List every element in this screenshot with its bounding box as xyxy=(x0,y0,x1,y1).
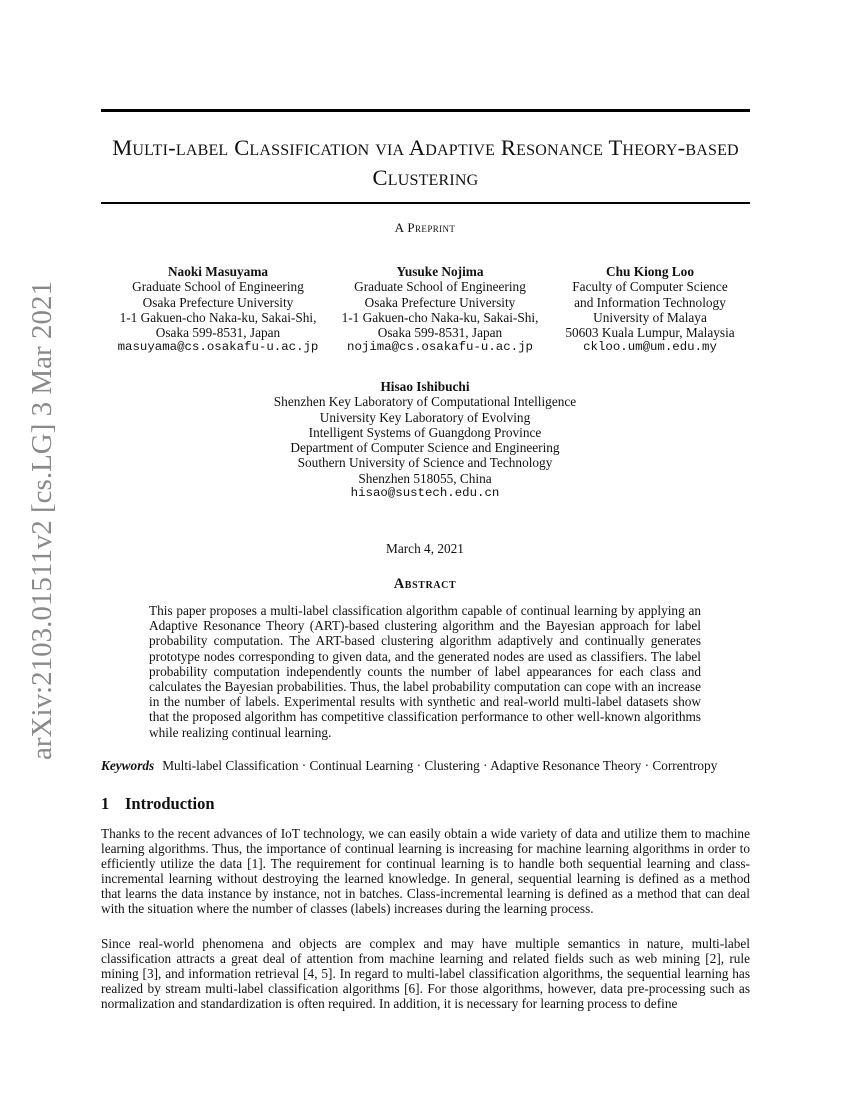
author-block xyxy=(545,264,755,356)
section-title: Introduction xyxy=(125,794,215,813)
author-affiliation-line: Faculty of Computer Science xyxy=(572,279,728,295)
preprint-label: A Preprint xyxy=(394,220,456,235)
title-top-rule xyxy=(101,109,750,112)
author-affiliation-line: University of Malaya xyxy=(593,309,707,325)
author-affiliation-line: 1-1 Gakuen-cho Naka-ku, Sakai-Shi, xyxy=(341,309,539,325)
author-affiliation-line: Graduate School of Engineering xyxy=(354,279,526,295)
author-affiliation-line: Osaka Prefecture University xyxy=(142,294,294,310)
author-email: hisao@sustech.edu.cn xyxy=(350,486,500,501)
author-affiliation-line: 1-1 Gakuen-cho Naka-ku, Sakai-Shi, xyxy=(119,309,317,325)
author-email: ckloo.um@um.edu.my xyxy=(583,340,717,355)
author-email: nojima@cs.osakafu-u.ac.jp xyxy=(347,340,533,355)
author-affiliation-line: University Key Laboratory of Evolving xyxy=(319,409,531,425)
abstract-heading: Abstract xyxy=(393,576,457,592)
author-affiliation-line: Department of Computer Science and Engineering xyxy=(290,440,560,456)
paper-title: Multi-label Classification via Adaptive Resonance Theory-based Clustering xyxy=(112,135,739,190)
author-name: Naoki Masuyama xyxy=(167,264,269,279)
author-affiliation-line: and Information Technology xyxy=(574,294,726,310)
keywords-line xyxy=(101,758,750,774)
author-affiliation-line: Intelligent Systems of Guangdong Province xyxy=(308,424,542,440)
author-block xyxy=(225,379,625,501)
author-affiliation-line: 50603 Kuala Lumpur, Malaysia xyxy=(565,325,735,341)
abstract-text: This paper proposes a multi-label classification algorithm capable of continual learning by applying an Adaptive Resonance Theory (ART)-based clustering algorithm and the Bayesian approach for label probability computation. The ART-based clustering algorithm adaptively and continually generates prototype nodes corresponding to given data, and the generated nodes are used as classifiers. The label probability computation independently counts the number of label appearances for each class and calculates the Bayesian probabilities. Thus, the label probability computation can cope with an increase in the number of labels. Experimental results with synthetic and real-world multi-label datasets show that the proposed algorithm has competitive classification performance to other well-known algorithms while realizing continual learning. xyxy=(149,603,701,740)
keywords-text: Multi-label Classification · Continual Learning · Clustering · Adaptive Resonance Theory · Correntropy xyxy=(162,758,718,773)
title-bottom-rule xyxy=(101,202,750,204)
author-affiliation-line: Osaka Prefecture University xyxy=(364,294,516,310)
author-affiliation-line: Graduate School of Engineering xyxy=(132,279,304,295)
author-block xyxy=(100,264,336,356)
author-affiliation-line: Shenzhen 518055, China xyxy=(358,470,492,486)
keywords-heading: Keywords xyxy=(101,758,155,773)
section-heading xyxy=(101,794,215,814)
author-name: Hisao Ishibuchi xyxy=(380,379,470,394)
author-affiliation-line: Southern University of Science and Technology xyxy=(297,455,553,471)
author-affiliation-line: Osaka 599-8531, Japan xyxy=(155,325,281,341)
arxiv-stamp: arXiv:2103.01511v2 [cs.LG] 3 Mar 2021 xyxy=(26,281,58,760)
paper-date: March 4, 2021 xyxy=(386,541,464,556)
author-block xyxy=(326,264,554,356)
author-name: Chu Kiong Loo xyxy=(606,264,694,279)
body-paragraph: Thanks to the recent advances of IoT technology, we can easily obtain a wide variety of data and utilize them to machine learning algorithms. Thus, the importance of continual learning is increasing for machine learning algorithms in order to efficiently utilize the data [1]. The requirement for continual learning is to handle both sequential learning and class-incremental learning without destroying the learned knowledge. In general, sequential learning is defined as a method that learns the data instance by instance, not in batches. Class-incremental learning is defined as a method that can deal with the situation where the number of classes (labels) increases during the learning process. xyxy=(101,826,750,917)
body-paragraph: Since real-world phenomena and objects are complex and may have multiple semantics in nature, multi-label classification attracts a great deal of attention from machine learning and related fields such as web mining [2], rule mining [3], and information retrieval [4, 5]. In regard to multi-label classification algorithms, the sequential learning has realized by stream multi-label classification algorithms [6]. For those algorithms, however, data pre-processing such as normalization and standardization is often required. In addition, it is necessary for learning process to define xyxy=(101,936,750,1012)
author-name: Yusuke Nojima xyxy=(396,264,484,279)
section-number: 1 xyxy=(101,794,110,813)
author-email: masuyama@cs.osakafu-u.ac.jp xyxy=(117,340,319,355)
author-affiliation-line: Osaka 599-8531, Japan xyxy=(377,325,503,341)
author-affiliation-line: Shenzhen Key Laboratory of Computational Intelligence xyxy=(273,394,577,410)
